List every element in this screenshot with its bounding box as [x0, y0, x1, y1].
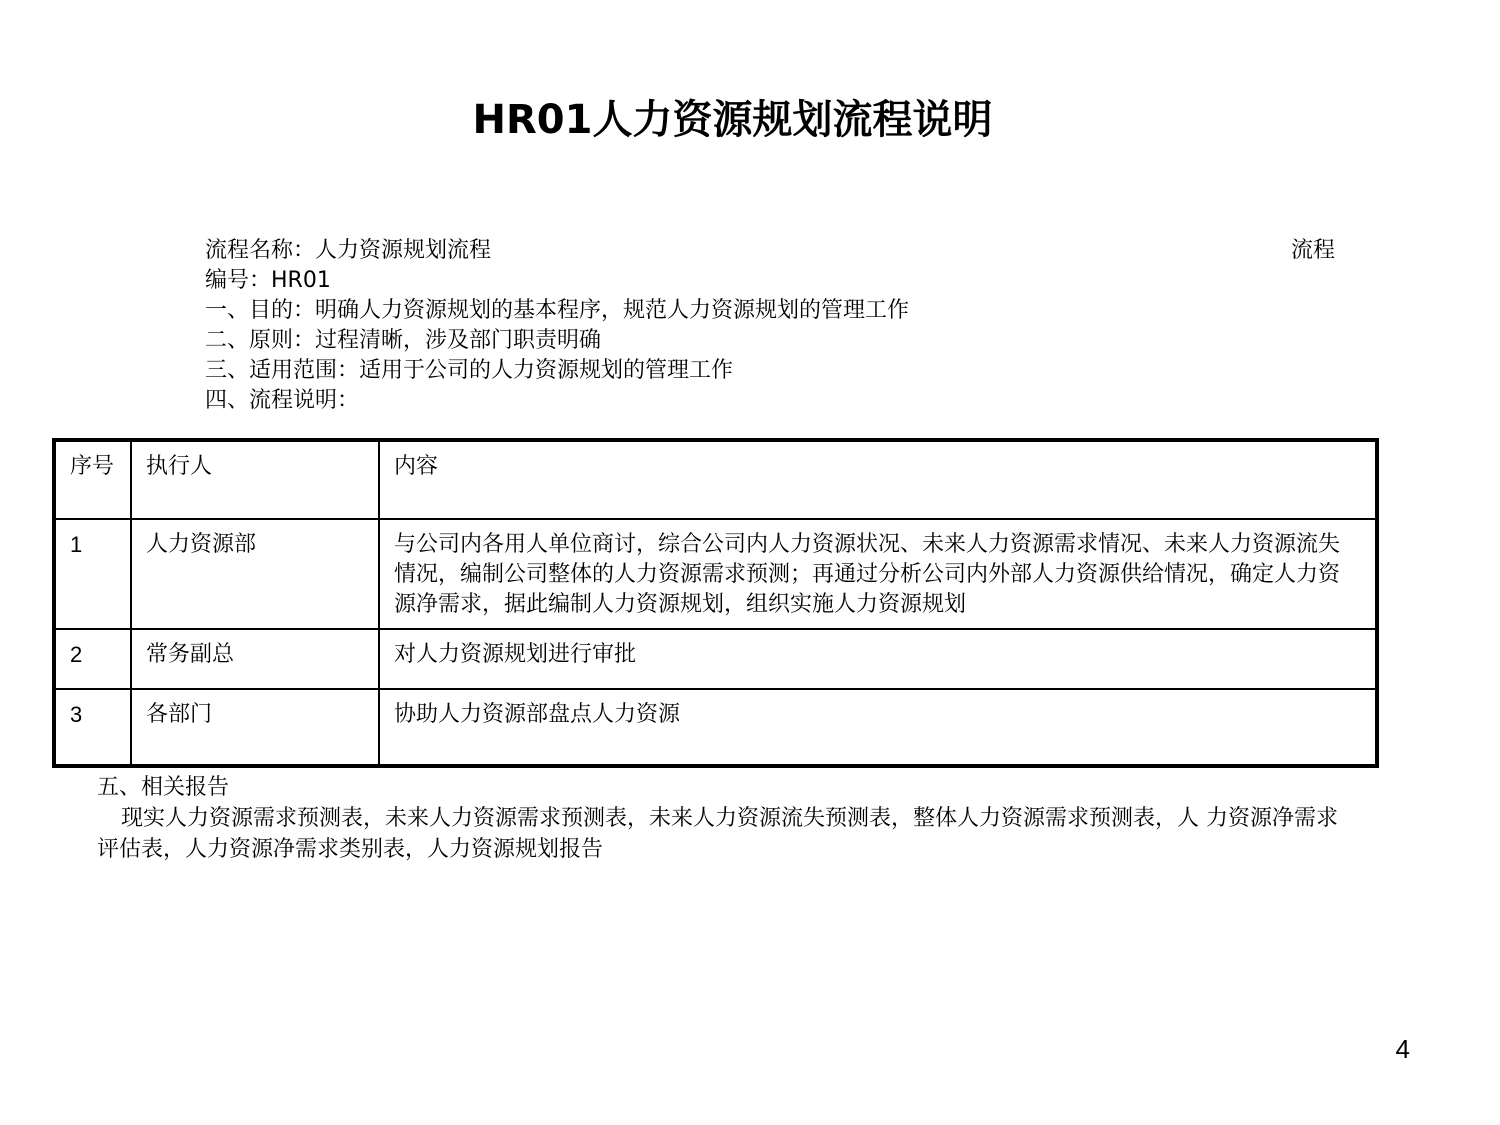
scope-line: 三、适用范围：适用于公司的人力资源规划的管理工作 [205, 358, 734, 383]
related-reports-heading: 五、相关报告 [97, 775, 230, 800]
row-executor: 各部门 [131, 689, 379, 766]
header-executor: 执行人 [131, 440, 379, 519]
process-name: 流程名称：人力资源规划流程 [205, 238, 492, 263]
process-intro [205, 236, 1335, 416]
related-reports-list: 现实人力资源需求预测表，未来人力资源需求预测表，未来人力资源流失预测表，整体人力资源需求预测表，人 力资源净需求评估表，人力资源净需求类别表，人力资源规划报告 [97, 806, 1338, 862]
related-reports-section [97, 772, 1357, 865]
row-num: 3 [54, 689, 131, 766]
page-number: 4 [1395, 1034, 1410, 1064]
purpose-line: 一、目的：明确人力资源规划的基本程序，规范人力资源规划的管理工作 [205, 298, 910, 323]
header-seq: 序号 [54, 440, 131, 519]
process-code: 编号：HR01 [205, 268, 331, 293]
table-row [54, 629, 1377, 689]
principle-line: 二、原则：过程清晰，涉及部门职责明确 [205, 328, 602, 353]
row-content: 对人力资源规划进行审批 [379, 629, 1377, 689]
row-num: 1 [54, 519, 131, 629]
table-row [54, 519, 1377, 629]
table-header-row [54, 440, 1377, 519]
table-row [54, 689, 1377, 766]
row-num: 2 [54, 629, 131, 689]
page-title: HR01人力资源规划流程说明 [472, 97, 993, 143]
header-content: 内容 [379, 440, 1377, 519]
row-content: 与公司内各用人单位商讨，综合公司内人力资源状况、未来人力资源需求情况、未来人力资源流失情况，编制公司整体的人力资源需求预测；再通过分析公司内外部人力资源供给情况，确定人力资源净需求，据此编制人力资源规划，组织实施人力资源规划 [379, 519, 1377, 629]
row-executor: 人力资源部 [131, 519, 379, 629]
process-label-right: 流程 [1290, 238, 1335, 263]
description-line: 四、流程说明： [205, 388, 360, 413]
row-executor: 常务副总 [131, 629, 379, 689]
process-table [52, 438, 1379, 768]
row-content: 协助人力资源部盘点人力资源 [379, 689, 1377, 766]
process-name-line [205, 236, 1335, 266]
